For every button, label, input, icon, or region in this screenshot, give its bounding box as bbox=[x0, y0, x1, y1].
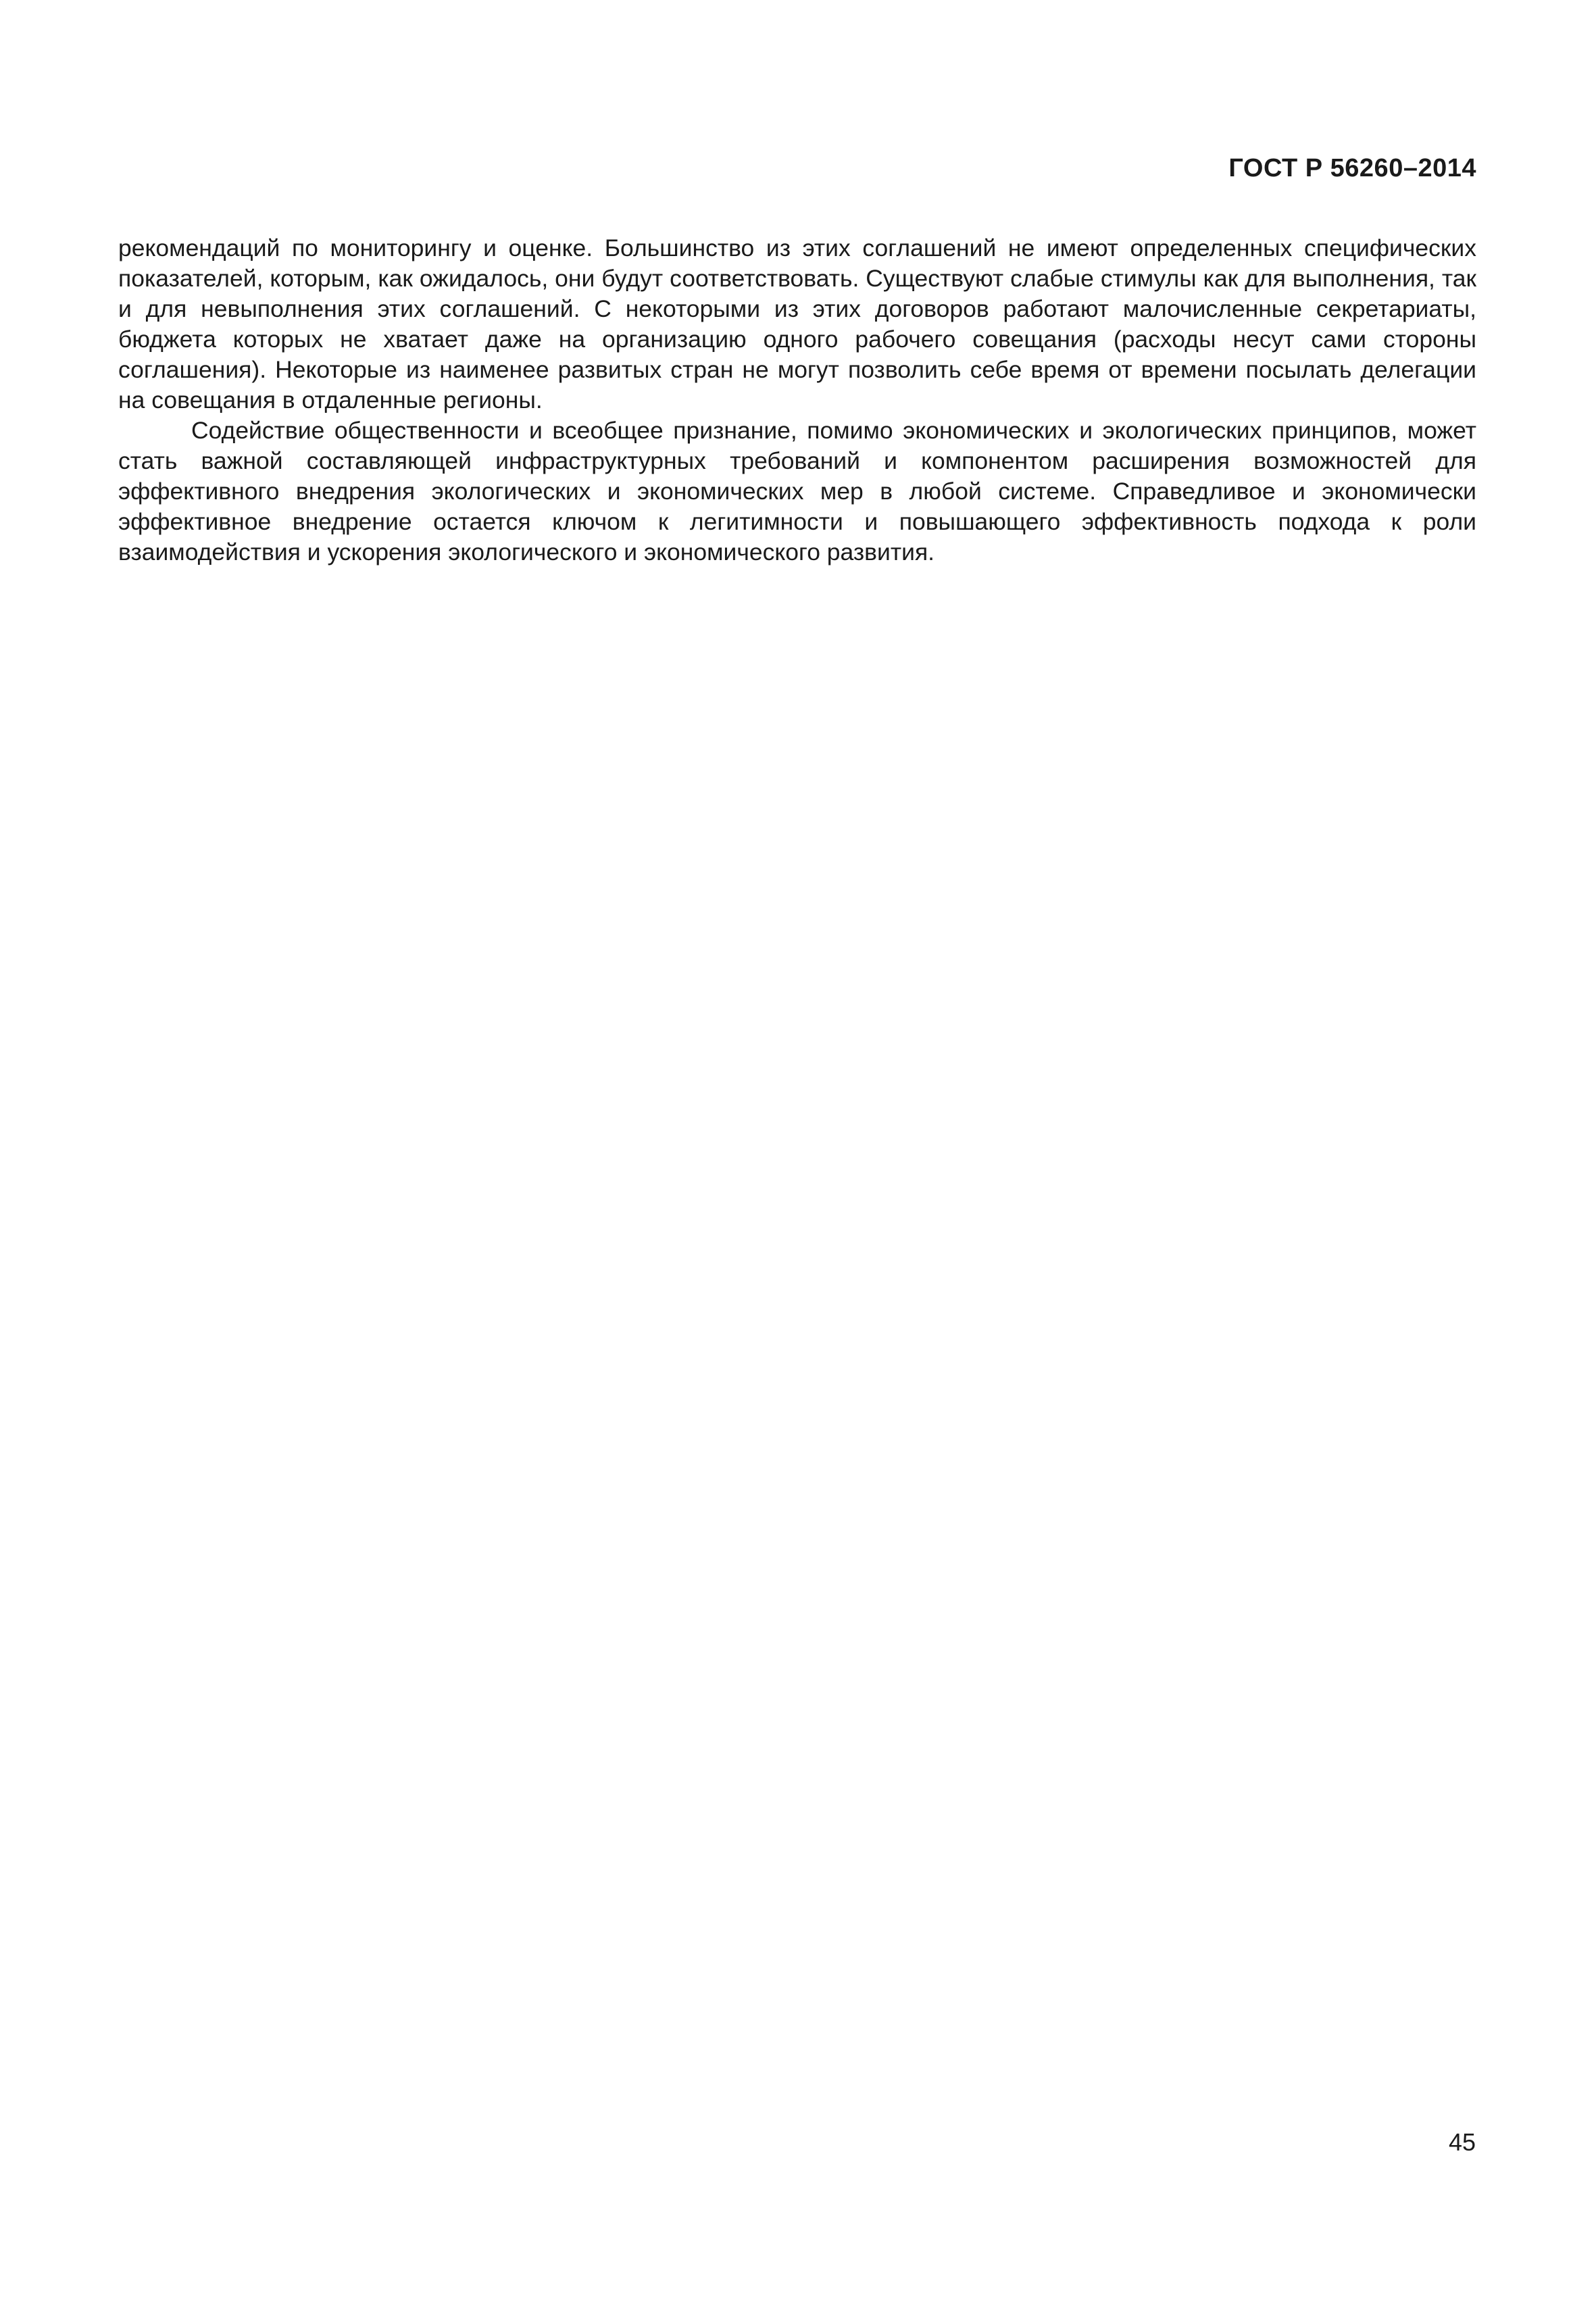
page-number: 45 bbox=[1448, 2128, 1476, 2156]
document-header-code: ГОСТ Р 56260–2014 bbox=[1228, 154, 1476, 182]
paragraph: Содействие общественности и всеобщее признание, помимо экономических и экологических принципов, может стать важной составляющей инфраструктурных требований и компонентом расширения возможностей для эффективного внедрения экологических и экономических мер в любой системе. Справедливое и экономически эффективное внедрение остается ключом к легитимности и повышающего эффективность подхода к роли взаимодействия и ускорения экологического и экономического развития. bbox=[118, 417, 1476, 565]
paragraph-continuation: рекомендаций по мониторингу и оценке. Большинство из этих соглашений не имеют определенных специфических показателей, которым, как ожидалось, они будут соответствовать. Существуют слабые стимулы как для выполнения, так и для невыполнения этих соглашений. С некоторыми из этих договоров работают малочисленные секретариаты, бюджета которых не хватает даже на организацию одного рабочего совещания (расходы несут сами стороны соглашения). Некоторые из наименее развитых стран не могут позволить себе время от времени посылать делегации на совещания в отдаленные регионы. bbox=[118, 234, 1476, 413]
document-body bbox=[118, 233, 1476, 568]
